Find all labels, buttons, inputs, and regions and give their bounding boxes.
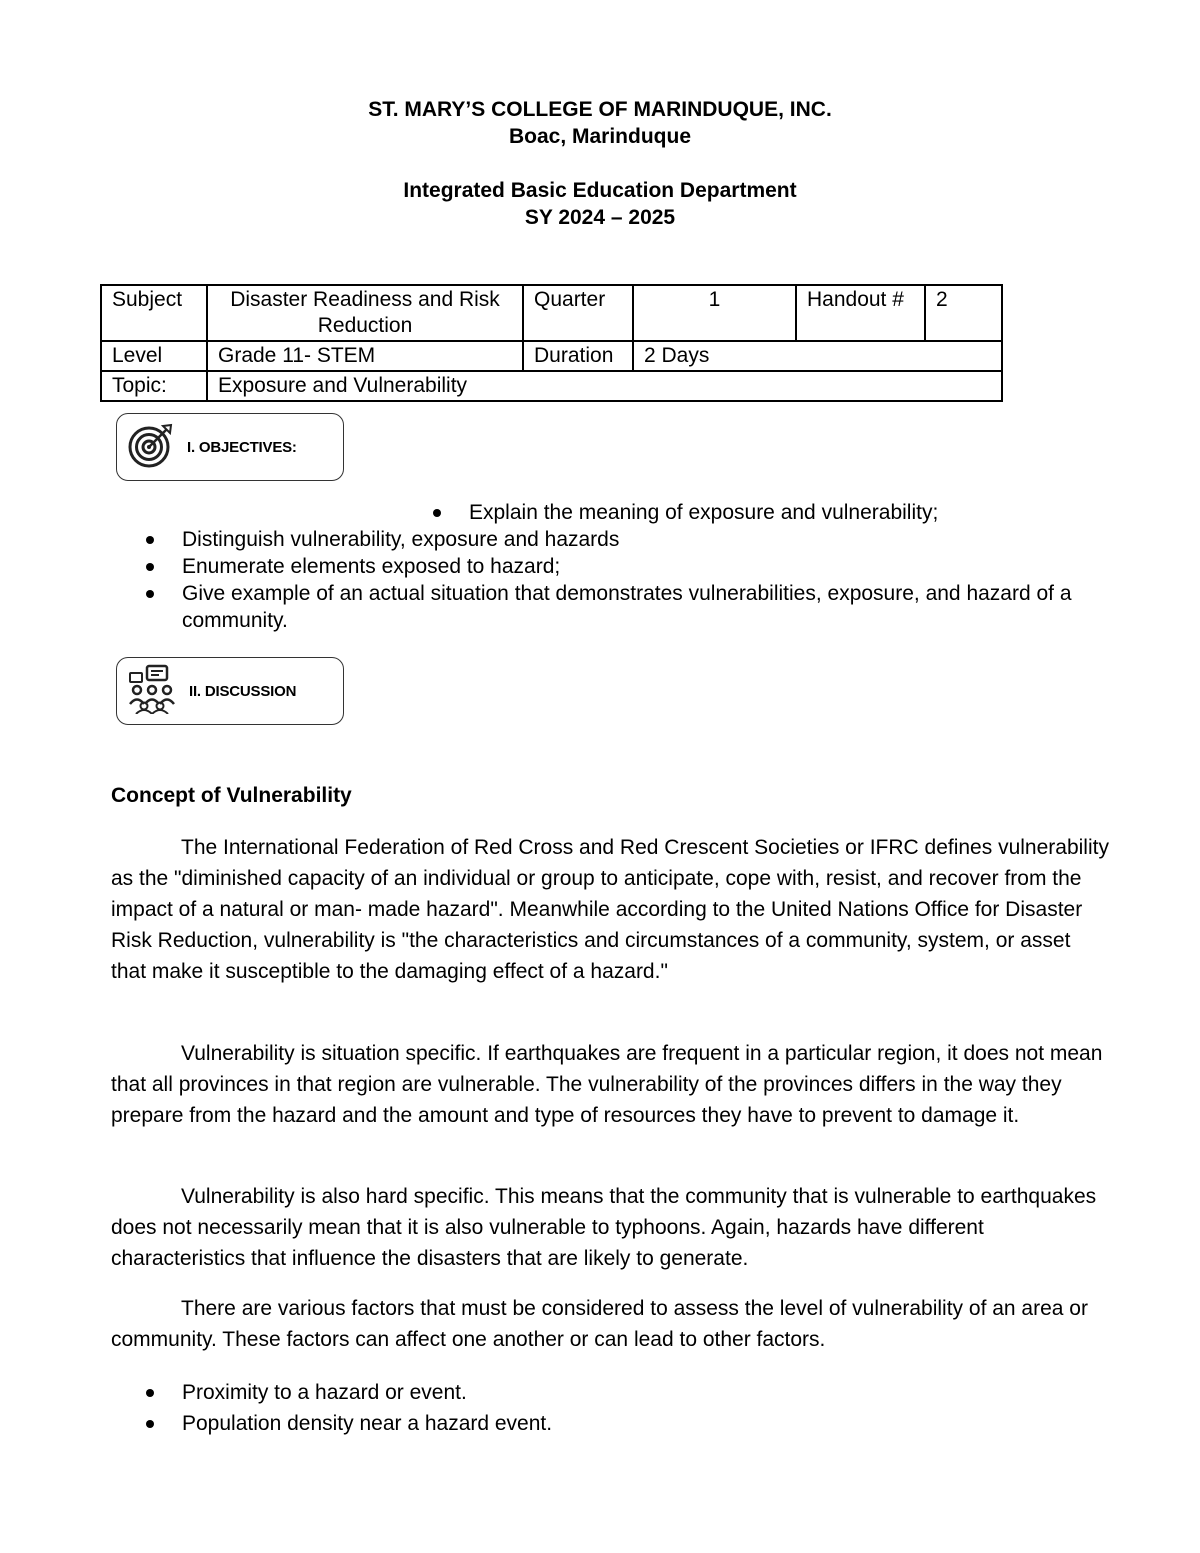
bullet-icon [146,563,154,571]
target-icon [127,421,175,474]
objective-text: Enumerate elements exposed to hazard; [182,555,561,578]
list-item [146,553,1076,580]
group-discussion-icon [127,664,177,719]
discussion-heading-box [116,657,344,725]
concept-title: Concept of Vulnerability [111,784,352,807]
topic-label: Topic: [101,371,207,401]
table-row [101,285,1002,341]
school-name: ST. MARY’S COLLEGE OF MARINDUQUE, INC. [368,98,832,121]
subject-value: Disaster Readiness and Risk Reduction [207,285,523,341]
objectives-heading: I. OBJECTIVES: [187,438,297,456]
bullet-icon [146,1420,154,1428]
objectives-list [146,526,1076,634]
paragraph-situation-specific: Vulnerability is situation specific. If earthquakes are frequent in a particular region, it does not mean that all provinces in that region are vulnerable. The vulnerability of the provinces differs in the way they prepare from the hazard and the amount and type of resources they have to prevent to damage it. [111,1042,1103,1127]
objective-text: Distinguish vulnerability, exposure and hazards [182,528,620,551]
objective-text: Explain the meaning of exposure and vulnerability; [469,501,939,524]
list-item [146,580,1076,634]
bullet-icon [146,590,154,598]
handout-label: Handout # [796,285,925,341]
list-item [146,526,1076,553]
paragraph-ifrc-definition: The International Federation of Red Cross and Red Crescent Societies or IFRC defines vulnerability as the "diminished capacity of an individual or group to anticipate, cope with, resist, and recover from the impact of a natural or man- made hazard". Meanwhile according to the United Nations Office for Disaster Risk Reduction, vulnerability is "the characteristics and circumstances of a community, system, or asset that make it susceptible to the damaging effect of a hazard." [111,836,1109,983]
list-item [146,1377,552,1408]
discussion-heading: II. DISCUSSION [189,682,297,700]
quarter-value: 1 [633,285,796,341]
list-item [433,499,938,526]
table-row [101,341,1002,371]
level-label: Level [101,341,207,371]
bullet-icon [433,509,441,517]
topic-value: Exposure and Vulnerability [207,371,1002,401]
factor-text: Proximity to a hazard or event. [182,1381,467,1404]
objective-text: Give example of an actual situation that demonstrates vulnerabilities, exposure, and hazard of a community. [182,582,1072,632]
objectives-heading-box [116,413,344,481]
department-name: Integrated Basic Education Department [403,179,797,202]
paragraph-hazard-specific: Vulnerability is also hard specific. This means that the community that is vulnerable to earthquakes does not necessarily mean that it is also vulnerable to typhoons. Again, hazards have different characteristics that influence the disasters that are likely to generate. [111,1185,1097,1270]
school-location: Boac, Marinduque [508,125,692,148]
objectives-first-list [433,499,938,526]
list-item [146,1408,552,1439]
bullet-icon [146,1389,154,1397]
school-year: SY 2024 – 2025 [524,206,676,229]
factors-list [146,1377,552,1439]
paragraph-factors-intro: There are various factors that must be considered to assess the level of vulnerability of an area or community. These factors can affect one another or can lead to other factors. [111,1297,1088,1351]
quarter-label: Quarter [523,285,633,341]
factor-text: Population density near a hazard event. [182,1412,553,1435]
handout-value: 2 [925,285,1002,341]
bullet-icon [146,536,154,544]
subject-label: Subject [101,285,207,341]
handout-info-table [100,284,1003,402]
level-value: Grade 11- STEM [207,341,523,371]
table-row [101,371,1002,401]
duration-value: 2 Days [633,341,1002,371]
duration-label: Duration [523,341,633,371]
